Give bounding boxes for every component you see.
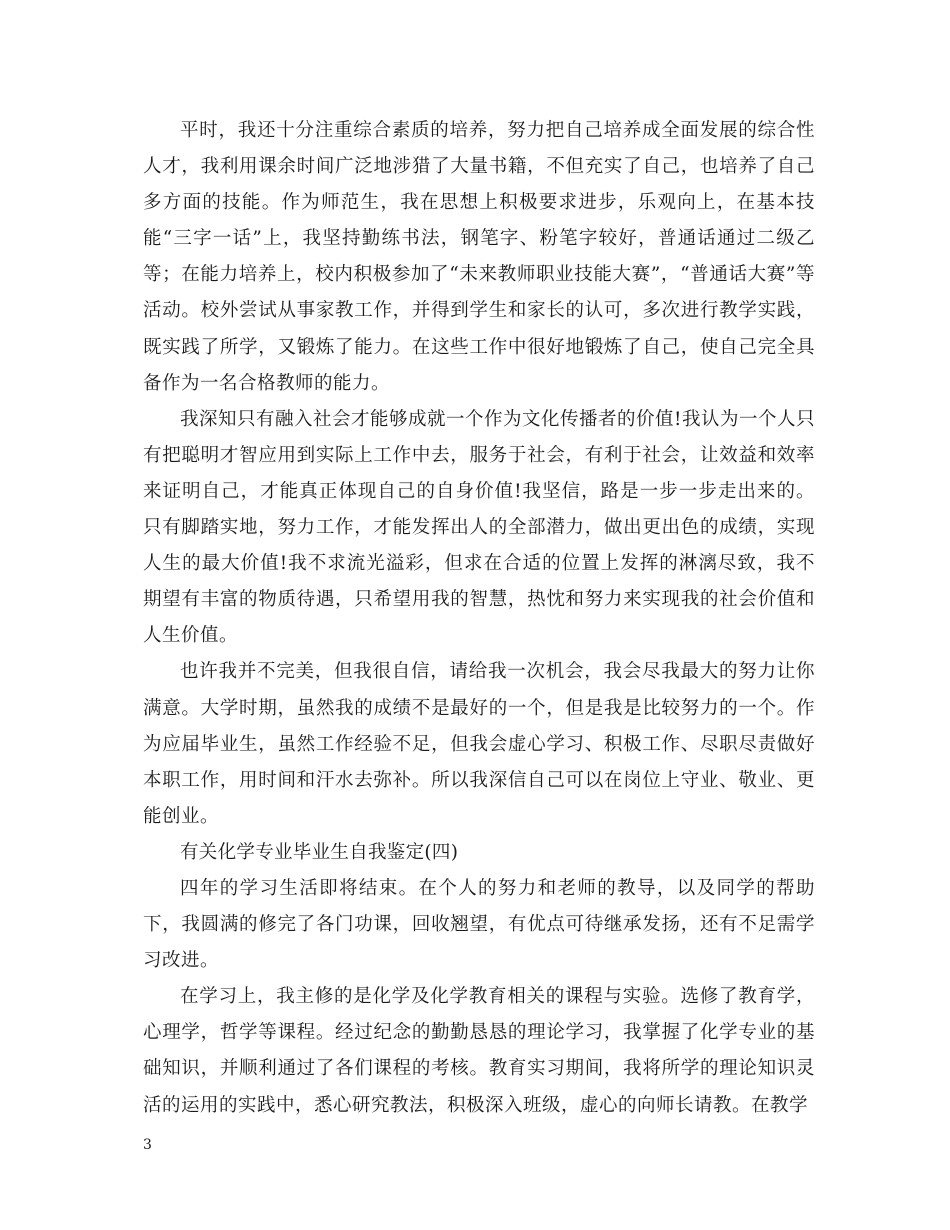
document-body — [143, 113, 815, 1124]
paragraph-confidence: 也许我并不完美，但我很自信，请给我一次机会，我会尽我最大的努力让你满意。大学时期，虽然我的成绩不是最好的一个，但是我是比较努力的一个。作为应届毕业生，虽然工作经验不足，但我会虚心学习、积极工作、尽职尽责做好本职工作，用时间和汗水去弥补。所以我深信自己可以在岗位上守业、敬业、更能创业。 — [143, 661, 815, 827]
paragraph-four-years: 四年的学习生活即将结束。在个人的努力和老师的教导，以及同学的帮助下，我圆满的修完了各门功课，回收翘望，有优点可待继承发扬，还有不足需学习改进。 — [143, 877, 815, 972]
paragraph-composite-quality: 平时，我还十分注重综合素质的培养，努力把自己培养成全面发展的综合性人才，我利用课余时间广泛地涉猎了大量书籍，不但充实了自己，也培养了自己多方面的技能。作为师范生，我在思想上积极要求进步，乐观向上，在基本技能“三字一话”上，我坚持勤练书法，钢笔字、粉笔字较好，普通话通过二级乙等；在能力培养上，校内积极参加了“未来教师职业技能大赛”，“普通话大赛”等活动。校外尝试从事家教工作，并得到学生和家长的认可，多次进行教学实践，既实践了所学，又锻炼了能力。在这些工作中很好地锻炼了自己，使自己完全具备作为一名合格教师的能力。 — [143, 120, 815, 394]
paragraph-study: 在学习上，我主修的是化学及化学教育相关的课程与实验。选修了教育学，心理学，哲学等课程。经过纪念的勤勤恳恳的理论学习，我掌握了化学专业的基础知识，并顺利通过了各们课程的考核。教育实习期间，我将所学的理论知识灵活的运用的实践中，悉心研究教法，积极深入班级，虚心的向师长请教。在教学 — [143, 986, 815, 1116]
section-heading: 有关化学专业毕业生自我鉴定(四) — [180, 841, 459, 863]
page-number: 3 — [143, 1137, 152, 1153]
paragraph-social-value: 我深知只有融入社会才能够成就一个作为文化传播者的价值!我认为一个人只有把聪明才智应用到实际上工作中去，服务于社会，有利于社会，让效益和效率来证明自己，才能真正体现自己的自身价值!我坚信，路是一步一步走出来的。只有脚踏实地，努力工作，才能发挥出人的全部潜力，做出更出色的成绩，实现人生的最大价值!我不求流光溢彩，但求在合适的位置上发挥的淋漓尽致，我不期望有丰富的物质待遇，只希望用我的智慧，热忱和努力来实现我的社会价值和人生价值。 — [143, 408, 815, 647]
